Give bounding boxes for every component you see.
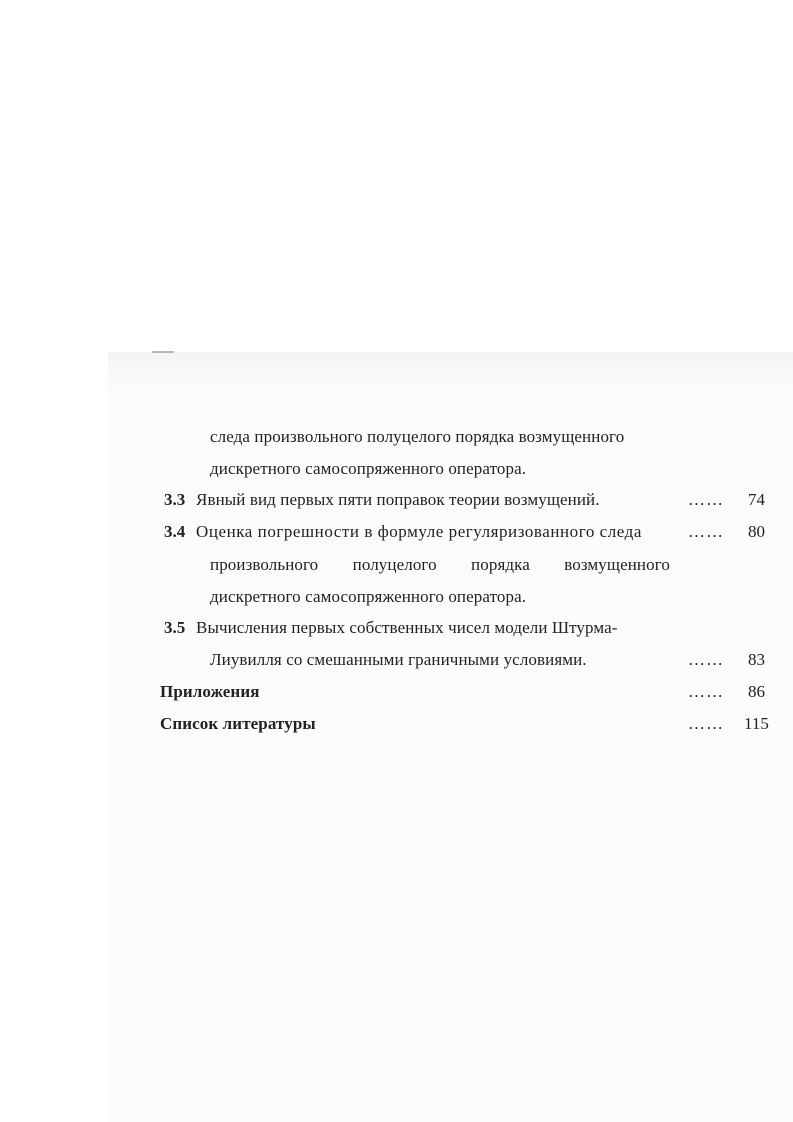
word: полуцелого (352, 555, 437, 574)
toc-leader-dots: …… (688, 650, 724, 669)
toc-leader-dots: …… (688, 522, 724, 541)
toc-page-number: 86 (748, 682, 765, 701)
toc-continuation-line-1: следа произвольного полуцелого порядка возмущенного (210, 427, 625, 446)
toc-page-number: 80 (748, 522, 765, 541)
toc-leader-dots: …… (688, 490, 724, 509)
toc-references-title: Список литературы (160, 714, 316, 733)
toc-continuation-line-2: дискретного самосопряженного оператора. (210, 459, 527, 478)
toc-entry-title-line-2: Лиувилля со смешанными граничными условиями. (210, 650, 587, 669)
toc-entry-title: Оценка погрешности в формуле регуляризованного следа (196, 522, 642, 541)
toc-appendix-title: Приложения (160, 682, 260, 701)
word: порядка (471, 555, 530, 574)
toc-leader-dots: …… (688, 682, 724, 701)
toc-entry-number: 3.3 (164, 490, 186, 509)
toc-entry-title: Вычисления первых собственных чисел модели Штурма- (196, 618, 618, 637)
toc-entry-title-justified (210, 555, 670, 575)
toc-entry-title: Явный вид первых пяти поправок теории возмущений. (196, 490, 600, 509)
toc-entry-number: 3.4 (164, 522, 186, 541)
word: возмущенного (564, 555, 670, 574)
toc-leader-dots: …… (688, 714, 724, 733)
word: произвольного (210, 555, 319, 574)
toc-page-number: 115 (744, 714, 769, 733)
toc-page-number: 83 (748, 650, 765, 669)
toc-entry-number: 3.5 (164, 618, 186, 637)
toc-page-number: 74 (748, 490, 765, 509)
toc-entry-title-line-3: дискретного самосопряженного оператора. (210, 587, 527, 606)
